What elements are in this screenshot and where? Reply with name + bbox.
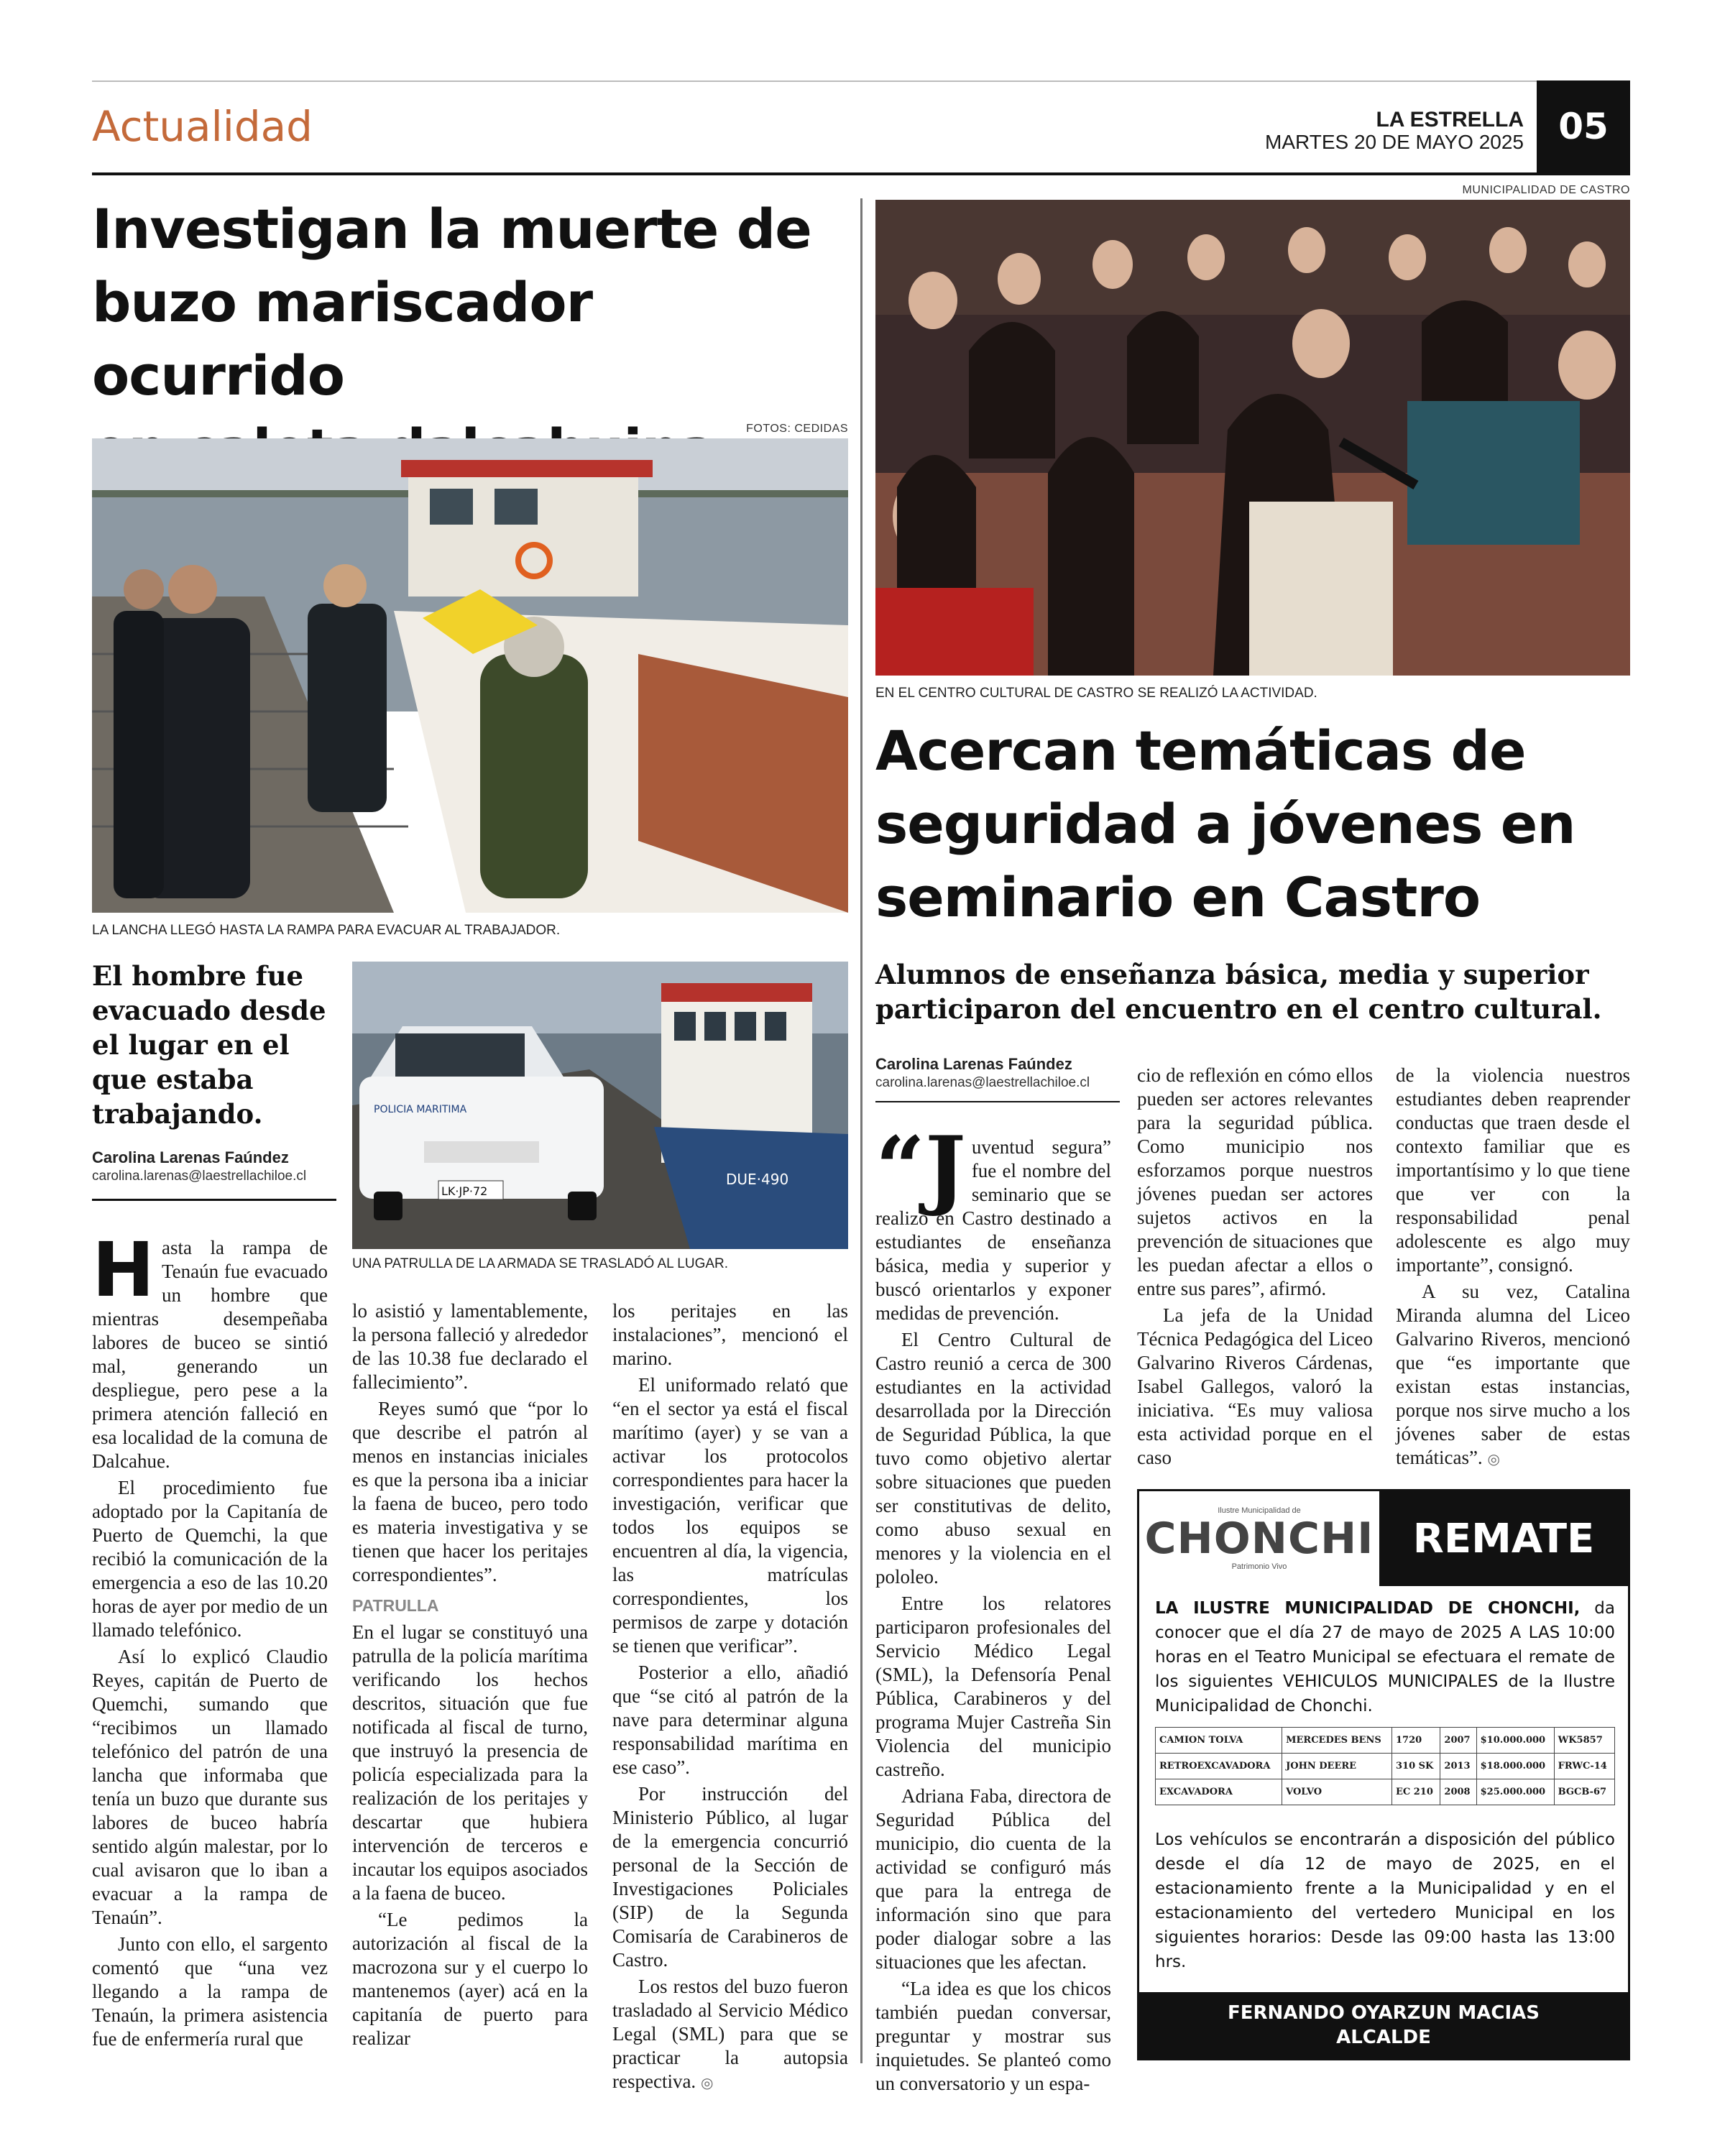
- table-cell: JOHN DEERE: [1282, 1754, 1392, 1779]
- paragraph: asta la rampa de Tenaún fue evacuado un hombre que mientras desempeñaba labores de buceo se sintió mal, generando un despliegue, pero pese a la primera atención falleció en esa localidad de la comuna de Dalcahue.: [92, 1237, 328, 1472]
- right-photo-credit: MUNICIPALIDAD DE CASTRO: [1462, 184, 1630, 196]
- right-headline-line: Acercan temáticas de: [875, 719, 1526, 783]
- ad-intro-rest: da conocer que el día 27 de mayo de 2025 A LAS 10:00 horas en el Teatro Municipal se efectuara el remate de los siguientes VEHICULOS MUNICIPALES de la Ilustre Municipalidad de Chonchi.: [1155, 1599, 1615, 1715]
- right-email: carolina.larenas@laestrellachiloe.cl: [875, 1075, 1090, 1090]
- table-row: [1156, 1754, 1615, 1779]
- paragraph: El uniformado relató que “en el sector ya está el fiscal marítimo (ayer) y se van a activar los protocolos correspondientes para hacer la investigación, verificar que todos los equipos se encuentren al día, la vigencia, las matrículas correspondientes, los permisos de zarpe y dotación se tienen que verificar”.: [612, 1374, 848, 1657]
- paragraph: “La idea es que los chicos también puedan conversar, preguntar y mostrar sus inquietudes. Se planteó como un conversatorio y un espa-: [875, 1978, 1111, 2094]
- vehicle-label: POLICIA MARITIMA: [374, 1104, 467, 1115]
- right-headline-line: seguridad a jóvenes en: [875, 792, 1576, 856]
- table-cell: 310 SK: [1392, 1754, 1440, 1779]
- ad-outro: Los vehículos se encontrarán a disposición del público desde el día 12 de mayo de 2025, en el estacionamiento frente a la Municipalidad y en el estacionamiento del vertedero Municipal en los siguientes horarios: Desde las 09:00 hasta las 13:00 hrs.: [1155, 1830, 1615, 1971]
- table-cell: VOLVO: [1282, 1779, 1392, 1805]
- table-cell: BGCB-67: [1554, 1779, 1614, 1805]
- paragraph: Reyes sumó que “por lo que describe el patrón al menos en instancias iniciales es que la persona iba a iniciar la faena de buceo, pero todo es materia investigativa y se tienen que hacer los peritajes correspondientes”.: [352, 1398, 588, 1585]
- paragraph: uventud segura” fue el nombre del seminario que se realizó en Castro destinado a estudiantes de enseñanza básica, media y superior y buscó orientarlos y exponer medidas de prevención.: [875, 1136, 1111, 1324]
- paragraph: Posterior a ello, añadió que “se citó al patrón de la nave para determinar alguna responsabilidad marítima en ese caso”.: [612, 1662, 848, 1778]
- left-email: carolina.larenas@laestrellachiloe.cl: [92, 1169, 307, 1184]
- right-headline: [875, 714, 1630, 934]
- ad-header: [1139, 1491, 1628, 1586]
- left-body-column-2: [352, 1299, 588, 2053]
- ad-intro-bold: LA ILUSTRE MUNICIPALIDAD DE CHONCHI,: [1155, 1599, 1581, 1618]
- logo-main-text: CHONCHI: [1144, 1514, 1374, 1564]
- paragraph: de la violencia nuestros estudiantes deben reaprender conductas que traen desde el contexto familiar que es importantísimo y lo que tiene que ver con la responsabilidad penal adolescente es algo muy importante”, consignó.: [1396, 1064, 1630, 1276]
- table-cell: CAMION TOLVA: [1156, 1728, 1282, 1754]
- right-body-column-2: [1137, 1064, 1373, 1473]
- byline-rule: [92, 1199, 336, 1201]
- seminar-photo: [875, 200, 1630, 676]
- page-number: 05: [1537, 80, 1630, 172]
- table-cell: RETROEXCAVADORA: [1156, 1754, 1282, 1779]
- right-body-column-3: [1396, 1064, 1630, 1474]
- signer-title: ALCALDE: [1336, 2027, 1431, 2048]
- paragraph: cio de reflexión en cómo ellos pueden ser actores relevantes para la seguridad pública. Como municipio nos esforzamos porque nuestros jóvenes puedan ser actores sujetos activos en la prevención de situaciones que les puedan afectar a ellos o entre sus pares”, afirmó.: [1137, 1064, 1373, 1299]
- right-body-column-1: [875, 1118, 1111, 2099]
- boat-registration: DUE·490: [726, 1171, 789, 1188]
- photo1-caption: LA LANCHA LLEGÓ HASTA LA RAMPA PARA EVACUAR AL TRABAJADOR.: [92, 923, 561, 938]
- table-cell: EXCAVADORA: [1156, 1779, 1282, 1805]
- patrol-photo: [352, 962, 848, 1249]
- table-cell: $10.000.000: [1476, 1728, 1554, 1754]
- end-circle-icon: ◎: [1487, 1450, 1500, 1468]
- right-byline: Carolina Larenas Faúndez: [875, 1055, 1072, 1073]
- left-headline-line: Investigan la muerte de: [92, 197, 811, 261]
- left-headline-line: buzo mariscador ocurrido: [92, 270, 593, 407]
- paragraph: Así lo explicó Claudio Reyes, capitán de Puerto de Quemchi, sumando que “recibimos un llamado telefónico del patrón de una lancha que informaba que tenía un buzo que durante sus labores de buceo habría sentido algún malestar, por lo cual avisaron que lo iban a evacuar a la rampa de Tenaún”.: [92, 1646, 328, 1928]
- newspaper-name: LA ESTRELLA: [1376, 108, 1524, 132]
- paragraph: “Le pedimos la autorización al fiscal de la macrozona sur y el cuerpo lo mantenemos (ayer) acá en la capitanía de puerto para realizar: [352, 1909, 588, 2049]
- right-headline-line: seminario en Castro: [875, 865, 1481, 929]
- header-rule: [92, 172, 1630, 175]
- pier-photo: [92, 438, 848, 913]
- quote-dropcap: “J: [875, 1118, 966, 1219]
- left-body-column-1: [92, 1226, 328, 2054]
- table-row: [1156, 1728, 1615, 1754]
- paragraph: A su vez, Catalina Miranda alumna del Liceo Galvarino Riveros, mencionó que “es importante que existan estas instancias, porque nos sirve mucho a los jóvenes saber de estas temáticas”.: [1396, 1281, 1630, 1468]
- remate-ad: [1137, 1489, 1630, 2060]
- table-row: [1156, 1779, 1615, 1805]
- paragraph: Los restos del buzo fueron trasladado al Servicio Médico Legal (SML) para que se practicar la autopsia respectiva.: [612, 1976, 848, 2092]
- table-cell: 1720: [1392, 1728, 1440, 1754]
- subhead-patrulla: PATRULLA: [352, 1596, 439, 1615]
- paragraph: El procedimiento fue adoptado por la Capitanía de Puerto de Quemchi, la que recibió la comunicación de la emergencia a eso de las 10.20 horas de ayer por medio de un llamado telefónico.: [92, 1477, 328, 1641]
- chonchi-logo: [1139, 1491, 1379, 1586]
- paragraph: La jefa de la Unidad Técnica Pedagógica del Liceo Galvarino Riveros Cárdenas, Isabel Gallegos, valoró la iniciativa. “Es muy valiosa esta actividad porque en el caso: [1137, 1304, 1373, 1468]
- issue-date: MARTES 20 DE MAYO 2025: [1265, 131, 1524, 153]
- vehicle-plate: LK·JP·72: [441, 1184, 488, 1198]
- paragraph: lo asistió y lamentablemente, la persona falleció y alrededor de las 10.38 fue declarado el fallecimiento”.: [352, 1300, 588, 1393]
- ad-intro: [1155, 1596, 1615, 1718]
- table-cell: 2007: [1440, 1728, 1476, 1754]
- logo-small-text: Ilustre Municipalidad de: [1218, 1506, 1301, 1515]
- photo-credit: FOTOS: CEDIDAS: [746, 423, 848, 435]
- photo2-caption: UNA PATRULLA DE LA ARMADA SE TRASLADÓ AL LUGAR.: [352, 1256, 729, 1271]
- paragraph: Por instrucción del Ministerio Público, al lugar de la emergencia concurrió personal de la Sección de Investigaciones Policiales (SIP) de la Segunda Comisaría de Carabineros de Castro.: [612, 1783, 848, 1971]
- paragraph: Entre los relatores participaron profesionales del Servicio Médico Legal (SML), la Defensoría Penal Pública, Carabineros y del programa Mujer Castreña Sin Violencia del municipio castreño.: [875, 1593, 1111, 1780]
- dropcap: H: [92, 1226, 155, 1314]
- logo-tagline: Patrimonio Vivo: [1231, 1562, 1287, 1571]
- left-deck: El hombre fue evacuado desde el lugar en el que estaba trabajando.: [92, 960, 326, 1130]
- right-byline-rule: [875, 1101, 1120, 1102]
- top-rule: [92, 80, 1630, 82]
- paragraph: los peritajes en las instalaciones”, mencionó el marino.: [612, 1300, 848, 1369]
- table-cell: $18.000.000: [1476, 1754, 1554, 1779]
- section-title: Actualidad: [92, 102, 313, 151]
- left-body-column-3: [612, 1299, 848, 2098]
- end-circle-icon: ◎: [700, 2074, 714, 2091]
- table-cell: 2013: [1440, 1754, 1476, 1779]
- table-cell: WK5857: [1554, 1728, 1614, 1754]
- paragraph: Junto con ello, el sargento comentó que “una vez llegando a la rampa de Tenaún, la primera asistencia fue de enfermería rural que: [92, 1933, 328, 2050]
- table-cell: 2008: [1440, 1779, 1476, 1805]
- seminar-photo-caption: EN EL CENTRO CULTURAL DE CASTRO SE REALIZÓ LA ACTIVIDAD.: [875, 686, 1317, 701]
- paragraph: El Centro Cultural de Castro reunió a cerca de 300 estudiantes en la actividad desarrollada por la Dirección de Seguridad Pública, la que tuvo como objetivo alertar sobre situaciones que pueden ser constitutivas de delito, como abuso sexual en menores y la violencia en el pololeo.: [875, 1329, 1111, 1588]
- table-cell: MERCEDES BENS: [1282, 1728, 1392, 1754]
- table-cell: EC 210: [1392, 1779, 1440, 1805]
- table-cell: FRWC-14: [1554, 1754, 1614, 1779]
- paragraph: En el lugar se constituyó una patrulla de la policía marítima verificando los hechos descritos, situación que fue notificada al fiscal de turno, que instruyó la presencia de policía especializada para la realización de los peritajes y descartar que hubiera intervención de terceros e incautar los equipos asociados a la faena de buceo.: [352, 1621, 588, 1904]
- ad-signature: [1139, 1992, 1628, 2058]
- column-separator: [860, 198, 862, 2063]
- left-byline: Carolina Larenas Faúndez: [92, 1148, 289, 1166]
- paragraph: Adriana Faba, directora de Seguridad Pública del municipio, dio cuenta de la actividad se configuró más que para la entrega de información sino que para poder dialogar sobre a las situaciones que les afectan.: [875, 1785, 1111, 1973]
- vehicles-table: [1155, 1727, 1615, 1805]
- right-deck: Alumnos de enseñanza básica, media y superior participaron del encuentro en el centro cultural.: [875, 959, 1602, 1025]
- signer-name: FERNANDO OYARZUN MACIAS: [1228, 2002, 1540, 2024]
- ad-title: REMATE: [1379, 1491, 1628, 1586]
- table-cell: $25.000.000: [1476, 1779, 1554, 1805]
